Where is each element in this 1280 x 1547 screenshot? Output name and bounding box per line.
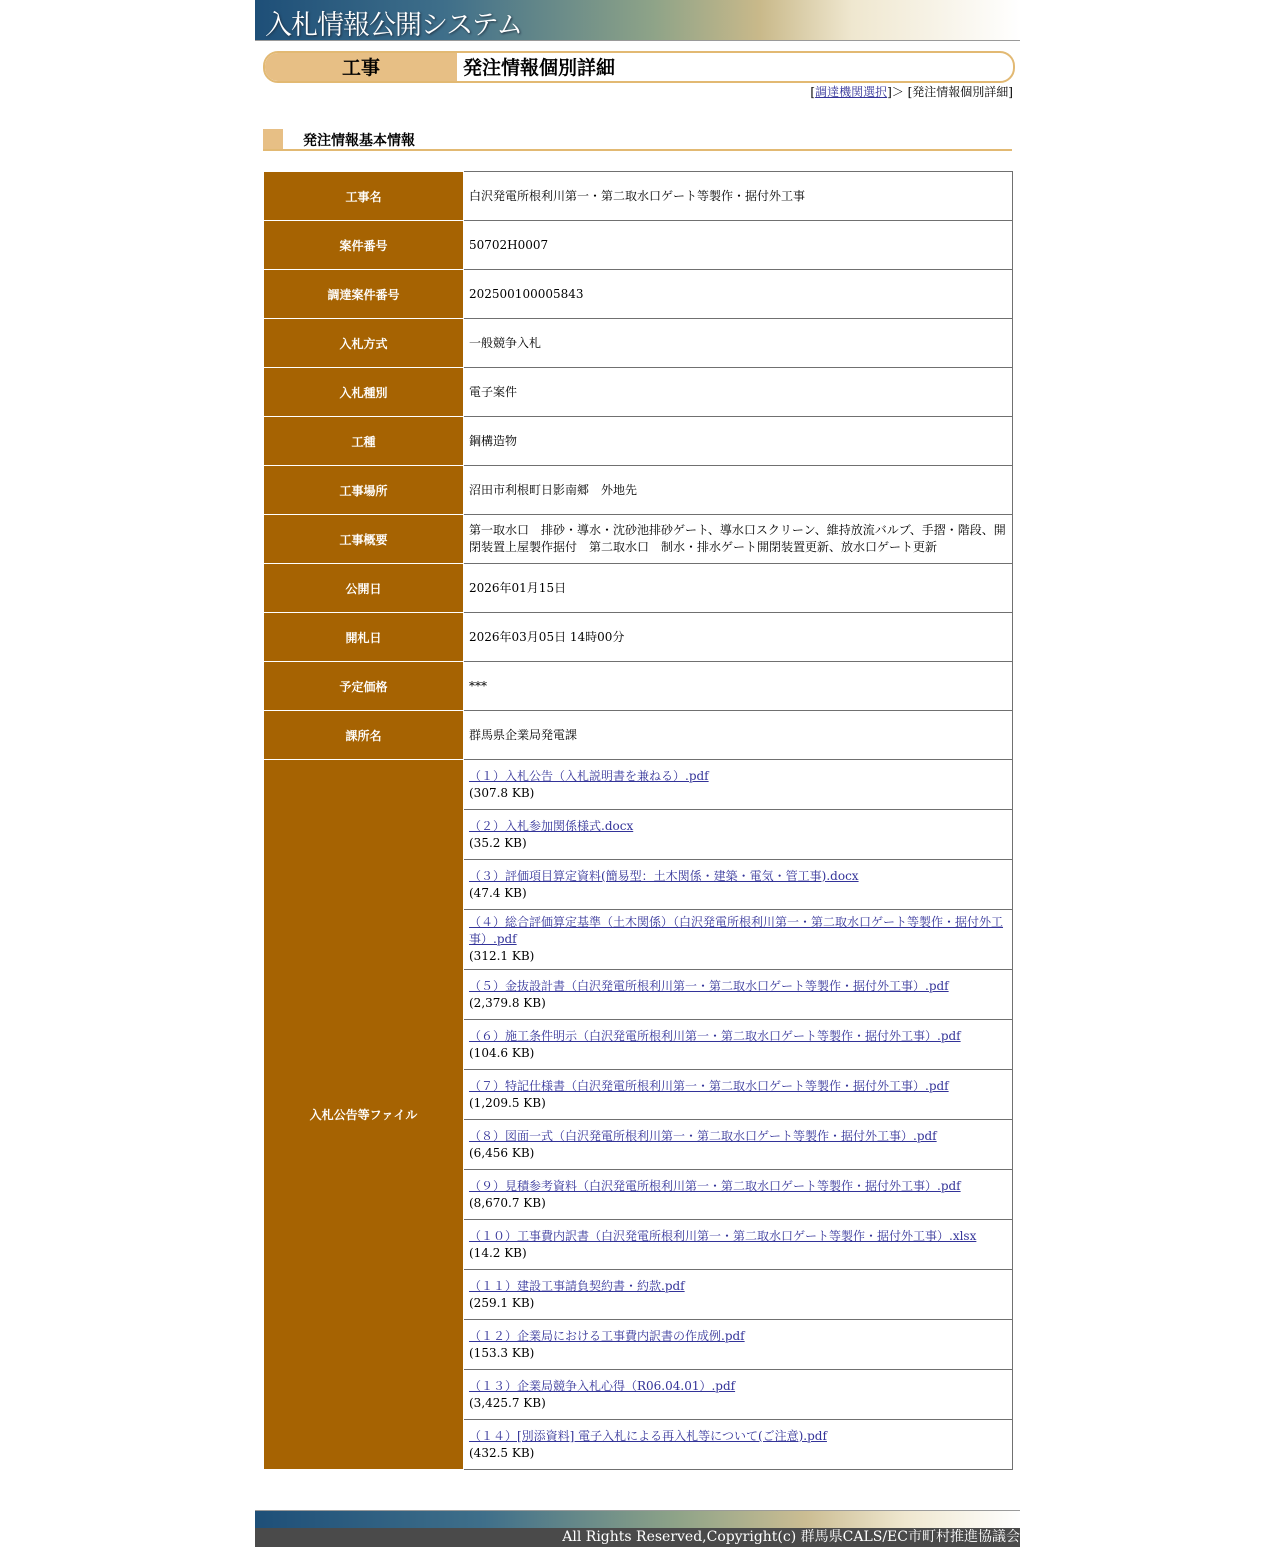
file-item — [464, 910, 1012, 970]
field-value: 2026年01月15日 — [464, 564, 1013, 613]
field-value: 202500100005843 — [464, 270, 1013, 319]
section-marker — [263, 129, 283, 149]
file-link[interactable]: （２）入札参加関係様式.docx — [469, 818, 634, 833]
file-link[interactable]: （８）図面一式（白沢発電所根利川第一・第二取水口ゲート等製作・据付外工事）.pdf — [469, 1128, 937, 1143]
breadcrumb-current: ]＞ [発注情報個別詳細] — [887, 85, 1013, 99]
breadcrumb — [810, 83, 1013, 100]
footer-band — [255, 1510, 1020, 1529]
file-link[interactable]: （６）施工条件明示（白沢発電所根利川第一・第二取水口ゲート等製作・据付外工事）.pdf — [469, 1028, 961, 1043]
file-entry — [464, 1170, 1012, 1220]
file-size: (2,379.8 KB) — [469, 995, 546, 1010]
file-entry — [464, 760, 1012, 810]
field-label: 工事場所 — [264, 466, 464, 515]
field-value: 50702H0007 — [464, 221, 1013, 270]
system-title: 入札情報公開システム — [265, 10, 523, 41]
files-row — [264, 760, 1013, 1470]
field-value: 白沢発電所根利川第一・第二取水口ゲート等製作・据付外工事 — [464, 172, 1013, 221]
file-link[interactable]: （４）総合評価算定基準（土木関係）（白沢発電所根利川第一・第二取水口ゲート等製作・据付外工事）.pdf — [469, 915, 1004, 946]
detail-row — [264, 515, 1013, 564]
field-label: 予定価格 — [264, 662, 464, 711]
file-item — [464, 1020, 1012, 1070]
file-entry — [464, 1120, 1012, 1170]
file-size: (153.3 KB) — [469, 1345, 535, 1360]
file-size: (6,456 KB) — [469, 1145, 535, 1160]
file-link[interactable]: （９）見積参考資料（白沢発電所根利川第一・第二取水口ゲート等製作・据付外工事）.pdf — [469, 1178, 961, 1193]
file-item — [464, 970, 1012, 1020]
file-size: (104.6 KB) — [469, 1045, 535, 1060]
field-value: 一般競争入札 — [464, 319, 1013, 368]
file-size: (432.5 KB) — [469, 1445, 535, 1460]
system-banner — [255, 0, 1020, 41]
file-size: (35.2 KB) — [469, 835, 527, 850]
breadcrumb-open: [ — [810, 85, 816, 99]
file-entry — [464, 1420, 1012, 1470]
section-title: 発注情報基本情報 — [303, 133, 415, 149]
file-entry — [464, 860, 1012, 910]
page-heading — [263, 51, 1015, 83]
field-value: 2026年03月05日 14時00分 — [464, 613, 1013, 662]
file-link[interactable]: （３）評価項目算定資料(簡易型：土木関係・建築・電気・管工事).docx — [469, 868, 859, 883]
detail-row — [264, 319, 1013, 368]
detail-row — [264, 662, 1013, 711]
file-link[interactable]: （１）入札公告（入札説明書を兼ねる）.pdf — [469, 768, 709, 783]
page-title: 発注情報個別詳細 — [463, 57, 616, 79]
detail-row — [264, 221, 1013, 270]
file-link[interactable]: （１４）[別添資料] 電子入札による再入札等について(ご注意).pdf — [469, 1428, 827, 1443]
field-label: 工種 — [264, 417, 464, 466]
detail-row — [264, 466, 1013, 515]
section-header — [263, 129, 1012, 151]
file-entry — [464, 1220, 1012, 1270]
file-entry — [464, 810, 1012, 860]
category-label: 工事 — [265, 53, 457, 81]
file-size: (47.4 KB) — [469, 885, 527, 900]
field-label: 開札日 — [264, 613, 464, 662]
copyright-text: All Rights Reserved,Copyright(c) 群馬県CALS/EC市町村推進協議会 — [255, 1528, 1020, 1547]
field-label: 入札種別 — [264, 368, 464, 417]
detail-row — [264, 711, 1013, 760]
file-entry — [464, 1020, 1012, 1070]
detail-row — [264, 270, 1013, 319]
field-value: 鋼構造物 — [464, 417, 1013, 466]
field-label: 入札方式 — [264, 319, 464, 368]
file-size: (259.1 KB) — [469, 1295, 535, 1310]
field-value: 第一取水口 排砂・導水・沈砂池排砂ゲート、導水口スクリーン、維持放流バルブ、手摺・階段、開閉装置上屋製作据付 第二取水口 制水・排水ゲート開閉装置更新、放水口ゲート更新 — [464, 515, 1013, 564]
file-size: (307.8 KB) — [469, 785, 535, 800]
order-detail-table — [263, 171, 1013, 1470]
file-entry — [464, 970, 1012, 1020]
file-link[interactable]: （５）金抜設計書（白沢発電所根利川第一・第二取水口ゲート等製作・据付外工事）.pdf — [469, 978, 949, 993]
footer — [255, 1510, 1020, 1547]
field-value: 群馬県企業局発電課 — [464, 711, 1013, 760]
file-entry — [464, 1320, 1012, 1370]
file-item — [464, 1270, 1012, 1320]
file-item — [464, 760, 1012, 810]
field-label: 調達案件番号 — [264, 270, 464, 319]
file-item — [464, 810, 1012, 860]
file-link[interactable]: （１０）工事費内訳書（白沢発電所根利川第一・第二取水口ゲート等製作・据付外工事）.xlsx — [469, 1228, 977, 1243]
file-size: (1,209.5 KB) — [469, 1095, 546, 1110]
file-size: (8,670.7 KB) — [469, 1195, 546, 1210]
detail-row — [264, 417, 1013, 466]
detail-row — [264, 368, 1013, 417]
detail-row — [264, 613, 1013, 662]
file-size: (14.2 KB) — [469, 1245, 527, 1260]
field-value: 沼田市利根町日影南郷 外地先 — [464, 466, 1013, 515]
file-list — [464, 760, 1012, 1469]
file-item — [464, 1370, 1012, 1420]
files-label: 入札公告等ファイル — [264, 760, 464, 1470]
field-label: 公開日 — [264, 564, 464, 613]
file-item — [464, 1420, 1012, 1470]
file-item — [464, 1120, 1012, 1170]
file-entry — [464, 1270, 1012, 1320]
file-item — [464, 1070, 1012, 1120]
file-entry — [464, 910, 1012, 970]
file-entry — [464, 1070, 1012, 1120]
file-size: (312.1 KB) — [469, 949, 535, 963]
file-item — [464, 860, 1012, 910]
field-value: *** — [464, 662, 1013, 711]
file-link[interactable]: （１１）建設工事請負契約書・約款.pdf — [469, 1278, 685, 1293]
file-entry — [464, 1370, 1012, 1420]
file-size: (3,425.7 KB) — [469, 1395, 546, 1410]
file-list-cell — [464, 760, 1013, 1470]
field-value: 電子案件 — [464, 368, 1013, 417]
detail-row — [264, 564, 1013, 613]
file-link[interactable]: （１３）企業局競争入札心得（R06.04.01）.pdf — [469, 1378, 736, 1393]
detail-row — [264, 172, 1013, 221]
field-label: 案件番号 — [264, 221, 464, 270]
file-link[interactable]: （１２）企業局における工事費内訳書の作成例.pdf — [469, 1328, 745, 1343]
field-label: 工事名 — [264, 172, 464, 221]
file-link[interactable]: （７）特記仕様書（白沢発電所根利川第一・第二取水口ゲート等製作・据付外工事）.pdf — [469, 1078, 949, 1093]
breadcrumb-link-procurement-agency[interactable]: 調達機関選択 — [815, 85, 888, 99]
file-item — [464, 1170, 1012, 1220]
field-label: 課所名 — [264, 711, 464, 760]
file-item — [464, 1320, 1012, 1370]
file-item — [464, 1220, 1012, 1270]
field-label: 工事概要 — [264, 515, 464, 564]
